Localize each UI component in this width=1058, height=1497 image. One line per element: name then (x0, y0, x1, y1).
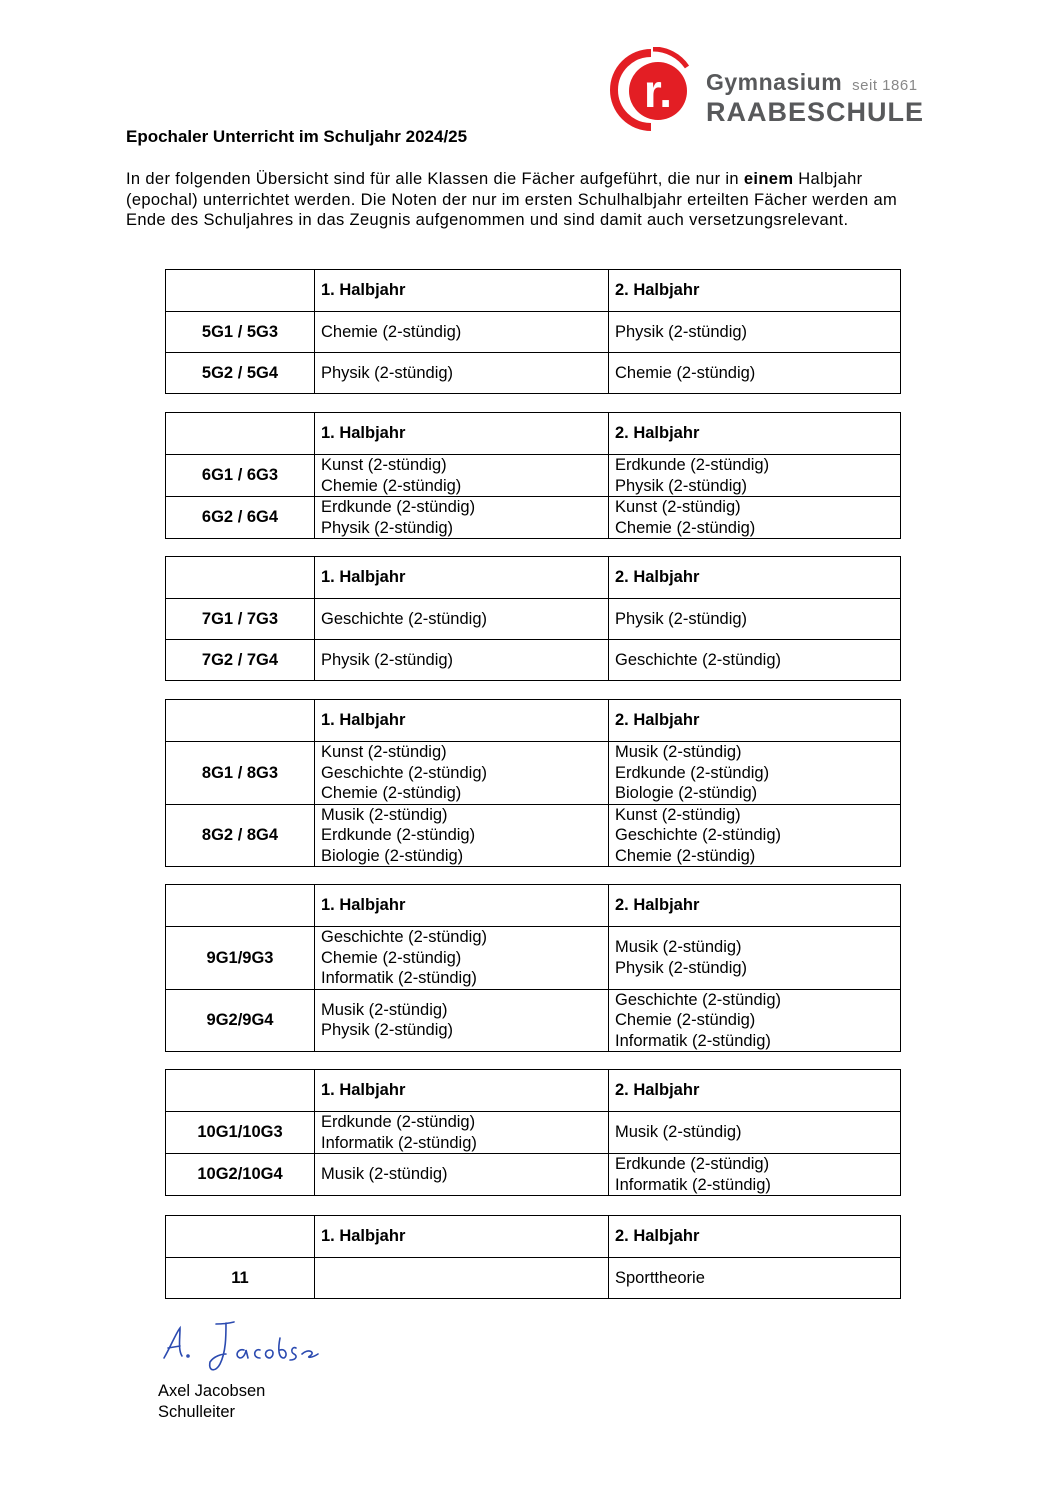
table-header-row (166, 270, 901, 312)
table-row (166, 640, 901, 681)
subject-entry: Erdkunde (2-stündig) (321, 1113, 476, 1131)
halbjahr-2-cell (609, 989, 901, 1052)
class-cell: 7G1 / 7G3 (166, 599, 315, 640)
table-row (166, 1154, 901, 1196)
table-row (166, 497, 901, 539)
halbjahr-2-cell (609, 640, 901, 681)
logo-since: seit 1861 (852, 77, 918, 94)
halbjahr-2-cell (609, 353, 901, 394)
class-cell: 11 (166, 1258, 315, 1299)
subject-entry: Musik (2-stündig) (321, 1165, 448, 1184)
table-header-row (166, 1070, 901, 1112)
logo-mark (607, 47, 697, 133)
halbjahr-2-cell (609, 455, 901, 497)
subject-entry: Geschichte (2-stündig) (615, 990, 781, 1009)
halbjahr-1-cell (315, 927, 609, 990)
subject-entry: Physik (2-stündig) (321, 1021, 454, 1040)
class-cell: 9G1/9G3 (166, 927, 315, 990)
halbjahr-2-cell (609, 1112, 901, 1154)
signature-block (158, 1381, 265, 1422)
subject-entry: Informatik (2-stündig) (615, 1031, 771, 1050)
subject-entry: Kunst (2-stündig) (321, 456, 447, 474)
header-halbjahr-1: 1. Halbjahr (315, 557, 609, 599)
class-cell: 5G1 / 5G3 (166, 312, 315, 353)
subject-entry: Physik (2-stündig) (321, 518, 454, 537)
subject-entry: Erdkunde (2-stündig) (615, 1155, 770, 1173)
halbjahr-2-cell (609, 1154, 901, 1196)
header-halbjahr-2: 2. Halbjahr (609, 413, 901, 455)
class-cell: 6G2 / 6G4 (166, 497, 315, 539)
class-cell: 8G1 / 8G3 (166, 742, 315, 805)
subject-entry: Musik (2-stündig) (615, 743, 742, 761)
schedule-table (165, 1069, 901, 1196)
subject-entry: Biologie (2-stündig) (321, 846, 464, 865)
subject-entry: Physik (2-stündig) (321, 650, 454, 669)
intro-paragraph: In der folgenden Übersicht sind für alle Klassen die Fächer aufgeführt, die nur in einem Halbjahr (epochal) unterrichtet werden. Die Noten der nur im ersten Schulhalbjahr erteilten Fächer werden am Ende des Schuljahres in das Zeugnis aufgenommen und sind damit auch versetzungsrelevant. (126, 170, 898, 229)
subject-entry: Kunst (2-stündig) (615, 498, 741, 516)
subject-entry: Biologie (2-stündig) (615, 784, 758, 802)
schedule-table (165, 699, 901, 867)
table-row (166, 312, 901, 353)
table-row (166, 1258, 901, 1299)
halbjahr-1-cell (315, 1112, 609, 1154)
subject-entry: Musik (2-stündig) (615, 1123, 742, 1142)
halbjahr-2-cell (609, 312, 901, 353)
subject-entry: Musik (2-stündig) (615, 938, 742, 957)
subject-entry: Erdkunde (2-stündig) (615, 763, 770, 782)
header-halbjahr-2: 2. Halbjahr (609, 700, 901, 742)
subject-entry: Geschichte (2-stündig) (615, 650, 781, 669)
schedule-table (165, 412, 901, 539)
table-row (166, 989, 901, 1052)
class-cell: 5G2 / 5G4 (166, 353, 315, 394)
schedule-table (165, 884, 901, 1052)
halbjahr-1-cell (315, 599, 609, 640)
table-row (166, 353, 901, 394)
subject-entry: Geschichte (2-stündig) (321, 763, 487, 782)
table-header-row (166, 885, 901, 927)
subject-entry: Physik (2-stündig) (615, 958, 748, 977)
table-header-row (166, 700, 901, 742)
header-halbjahr-1: 1. Halbjahr (315, 885, 609, 927)
header-halbjahr-2: 2. Halbjahr (609, 1070, 901, 1112)
table-header-row (166, 557, 901, 599)
halbjahr-1-cell (315, 497, 609, 539)
halbjahr-2-cell (609, 804, 901, 867)
header-halbjahr-2: 2. Halbjahr (609, 1216, 901, 1258)
table-header-row (166, 1216, 901, 1258)
header-empty-cell (166, 1216, 315, 1258)
signer-name: Axel Jacobsen (158, 1382, 266, 1400)
subject-entry: Physik (2-stündig) (321, 363, 454, 382)
class-cell: 8G2 / 8G4 (166, 804, 315, 867)
halbjahr-2-cell (609, 1258, 901, 1299)
signer-role: Schulleiter (158, 1402, 236, 1421)
class-cell: 7G2 / 7G4 (166, 640, 315, 681)
subject-entry: Kunst (2-stündig) (615, 805, 741, 824)
subject-entry: Chemie (2-stündig) (615, 363, 756, 382)
subject-entry: Chemie (2-stündig) (321, 476, 462, 495)
halbjahr-1-cell (315, 312, 609, 353)
intro-emphasis: einem (743, 170, 794, 188)
table-row (166, 742, 901, 805)
page-title: Epochaler Unterricht im Schuljahr 2024/25 (126, 127, 468, 146)
signature-image (160, 1318, 320, 1378)
logo-school-name: RAABESCHULE (706, 97, 925, 127)
halbjahr-2-cell (609, 742, 901, 805)
subject-entry: Informatik (2-stündig) (321, 1133, 477, 1152)
header-empty-cell (166, 557, 315, 599)
halbjahr-1-cell (315, 1258, 609, 1299)
header-empty-cell (166, 270, 315, 312)
subject-entry: Geschichte (2-stündig) (321, 609, 487, 628)
header-empty-cell (166, 700, 315, 742)
halbjahr-1-cell (315, 640, 609, 681)
halbjahr-1-cell (315, 353, 609, 394)
class-cell: 9G2/9G4 (166, 989, 315, 1052)
header-empty-cell (166, 413, 315, 455)
header-halbjahr-1: 1. Halbjahr (315, 1216, 609, 1258)
halbjahr-1-cell (315, 455, 609, 497)
halbjahr-1-cell (315, 989, 609, 1052)
subject-entry: Erdkunde (2-stündig) (321, 498, 476, 516)
header-halbjahr-1: 1. Halbjahr (315, 700, 609, 742)
subject-entry: Chemie (2-stündig) (321, 784, 462, 802)
header-halbjahr-2: 2. Halbjahr (609, 270, 901, 312)
class-cell: 10G2/10G4 (166, 1154, 315, 1196)
subject-entry: Erdkunde (2-stündig) (321, 826, 476, 844)
table-row (166, 804, 901, 867)
header-halbjahr-2: 2. Halbjahr (609, 885, 901, 927)
school-logo (607, 47, 927, 133)
subject-entry: Chemie (2-stündig) (615, 518, 756, 537)
header-halbjahr-1: 1. Halbjahr (315, 270, 609, 312)
logo-letter: r. (643, 65, 673, 117)
table-row (166, 455, 901, 497)
subject-entry: Physik (2-stündig) (615, 322, 748, 341)
schedule-table (165, 556, 901, 681)
schedule-table (165, 1215, 901, 1299)
class-cell: 6G1 / 6G3 (166, 455, 315, 497)
table-row (166, 927, 901, 990)
subject-entry: Kunst (2-stündig) (321, 743, 447, 761)
header-empty-cell (166, 885, 315, 927)
header-halbjahr-2: 2. Halbjahr (609, 557, 901, 599)
halbjahr-1-cell (315, 1154, 609, 1196)
table-header-row (166, 413, 901, 455)
subject-entry: Geschichte (2-stündig) (321, 928, 487, 946)
subject-entry: Chemie (2-stündig) (321, 322, 462, 341)
subject-entry: Chemie (2-stündig) (615, 846, 756, 865)
schedule-table (165, 269, 901, 394)
subject-entry: Physik (2-stündig) (615, 476, 748, 495)
halbjahr-2-cell (609, 927, 901, 990)
halbjahr-2-cell (609, 497, 901, 539)
header-halbjahr-1: 1. Halbjahr (315, 1070, 609, 1112)
header-halbjahr-1: 1. Halbjahr (315, 413, 609, 455)
subject-entry: Sporttheorie (615, 1268, 705, 1287)
table-row (166, 1112, 901, 1154)
subject-entry: Musik (2-stündig) (321, 1000, 448, 1019)
subject-entry: Physik (2-stündig) (615, 609, 748, 628)
subject-entry: Chemie (2-stündig) (615, 1011, 756, 1029)
subject-entry: Erdkunde (2-stündig) (615, 456, 770, 474)
subject-entry: Musik (2-stündig) (321, 805, 448, 824)
class-cell: 10G1/10G3 (166, 1112, 315, 1154)
halbjahr-1-cell (315, 742, 609, 805)
subject-entry: Geschichte (2-stündig) (615, 826, 781, 844)
subject-entry: Informatik (2-stündig) (615, 1175, 771, 1194)
halbjahr-1-cell (315, 804, 609, 867)
halbjahr-2-cell (609, 599, 901, 640)
table-row (166, 599, 901, 640)
subject-entry: Chemie (2-stündig) (321, 948, 462, 967)
subject-entry: Informatik (2-stündig) (321, 969, 477, 987)
logo-gymnasium: Gymnasium seit 1861 (706, 69, 918, 95)
header-empty-cell (166, 1070, 315, 1112)
